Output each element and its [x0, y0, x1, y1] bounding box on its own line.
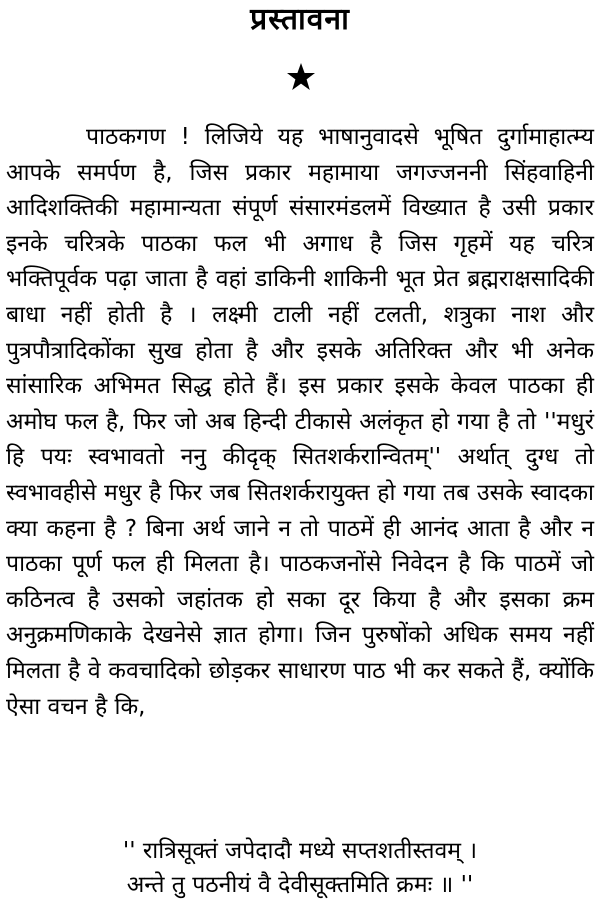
preface-paragraph: पाठकगण ! लिजिये यह भाषानुवादसे भूषित दुर्गामाहात्म्य आपके समर्पण है, जिस प्रकार महामाया जगज्जननी सिंहवाहिनी आदिशक्तिकी महामान्यता संपूर्ण संसारमंडलमें विख्यात है उसी प्रकार इनके चरित्रके पाठका फल भी अगाध है जिस गृहमें यह चरित्र भक्तिपूर्वक पढ़ा जाता है वहां डाकिनी शाकिनी भूत प्रेत ब्रह्मराक्षसादिकी बाधा नहीं होती है । लक्ष्मी टाली नहीं टलती, शत्रुका नाश और पुत्रपौत्रादिकोंका सुख होता है और इसके अतिरिक्त और भी अनेक सांसारिक अभिमत सिद्ध होते हैं। इस प्रकार इसके केवल पाठका ही अमोघ फल है, फिर जो अब हिन्दी टीकासे अलंकृत हो गया है तो ''मधुरं हि पयः स्वभावतो ननु कीदृक् सितशर्करान्वितम्'' अर्थात् दुग्ध तो स्वभावहीसे मधुर है फिर जब सितशर्करायुक्त हो गया तब उसके स्वादका क्या कहना है ? बिना अर्थ जाने न तो पाठमें ही आनंद आता है और न पाठका पूर्ण फल ही मिलता है। पाठकजनोंसे निवेदन है कि पाठमें जो कठिनत्व है उसको जहांतक हो सका दूर किया है और इसका क्रम अनुक्रमणिकाके देखनेसे ज्ञात होगा। जिन पुरुषोंको अधिक समय नहीं मिलता है वे कवचादिको छोड़कर साधारण पाठ भी कर सकते हैं, क्योंकि ऐसा वचन है कि,: [6, 124, 594, 720]
page-title: प्रस्तावना: [250, 2, 350, 37]
verse-line-2: अन्ते तु पठनीयं वै देवीसूक्तमिति क्रमः ॥ '': [126, 872, 474, 898]
verse-line-1: '' रात्रिसूक्तं जपेदादौ मध्ये सप्तशतीस्तवम् ।: [122, 838, 478, 864]
body-text: [6, 120, 594, 725]
star-icon: [286, 62, 316, 92]
